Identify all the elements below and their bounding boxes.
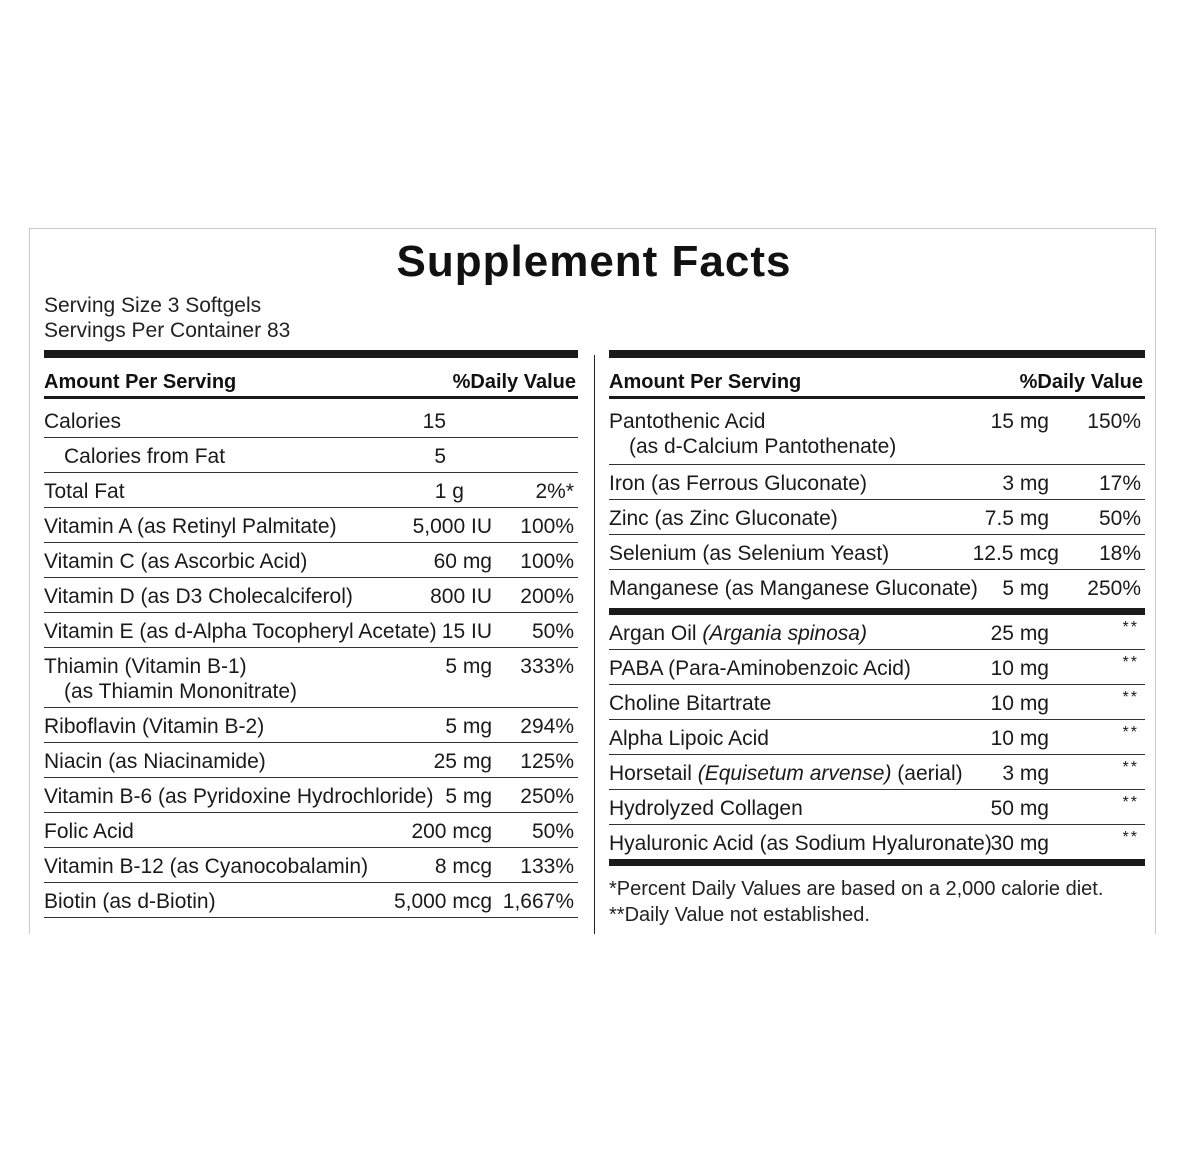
- section-divider-bar: [609, 608, 1145, 615]
- table-row: Vitamin A (as Retinyl Palmitate) 5,000 IU 100%: [44, 508, 578, 543]
- table-row: Argan Oil (Argania spinosa) 25 mg **: [609, 615, 1145, 650]
- left-column: [44, 350, 578, 918]
- table-row: Vitamin E (as d-Alpha Tocopheryl Acetate) 15 IU 50%: [44, 613, 578, 648]
- table-header: [609, 358, 1145, 399]
- amount-per-serving-label: Amount Per Serving: [609, 371, 802, 393]
- nutrient-list: [44, 403, 578, 918]
- table-row: Total Fat 1 g 2%*: [44, 472, 578, 508]
- table-row: Iron (as Ferrous Gluconate) 3 mg 17%: [609, 465, 1145, 500]
- section-end-bar: [609, 859, 1145, 866]
- top-bar: [609, 350, 1145, 358]
- table-row: Calories from Fat 5: [64, 445, 446, 468]
- table-row: PABA (Para-Aminobenzoic Acid) 10 mg **: [609, 650, 1145, 685]
- table-row: Zinc (as Zinc Gluconate) 7.5 mg 50%: [609, 500, 1145, 535]
- table-row: Vitamin D (as D3 Cholecalciferol) 800 IU 200%: [44, 578, 578, 613]
- table-row: Choline Bitartrate 10 mg **: [609, 685, 1145, 720]
- table-row: Thiamin (Vitamin B-1) (as Thiamin Mononitrate) 5 mg 333%: [44, 648, 578, 708]
- table-row: Alpha Lipoic Acid 10 mg **: [609, 720, 1145, 755]
- table-row: Selenium (as Selenium Yeast) 12.5 mcg 18%: [609, 535, 1145, 570]
- daily-value-label: %Daily Value: [1019, 371, 1143, 393]
- top-bar: [44, 350, 578, 358]
- column-divider: [594, 355, 595, 934]
- table-row: Folic Acid 200 mcg 50%: [44, 813, 578, 848]
- daily-value-label: %Daily Value: [452, 371, 576, 393]
- footnotes: [609, 876, 1145, 928]
- table-row: Hyaluronic Acid (as Sodium Hyaluronate) 30 mg **: [609, 829, 1139, 855]
- table-header: [44, 358, 578, 399]
- table-row: Pantothenic Acid (as d-Calcium Pantothenate) 15 mg 150%: [609, 403, 1145, 465]
- servings-per-container: Servings Per Container 83: [44, 319, 291, 342]
- table-row: Vitamin B-6 (as Pyridoxine Hydrochloride) 5 mg 250%: [44, 778, 578, 813]
- percent-daily-value-note: *Percent Daily Values are based on a 2,000 calorie diet.: [609, 878, 1104, 900]
- table-row: Niacin (as Niacinamide) 25 mg 125%: [44, 743, 578, 778]
- serving-size: Serving Size 3 Softgels: [44, 294, 262, 317]
- table-row: Biotin (as d-Biotin) 5,000 mcg 1,667%: [44, 883, 578, 918]
- mineral-list: [609, 403, 1145, 604]
- amount-per-serving-label: Amount Per Serving: [44, 371, 237, 393]
- table-row: Calories 15: [44, 403, 578, 438]
- panel-title: Supplement Facts: [396, 237, 792, 286]
- other-ingredients-list: [609, 615, 1145, 859]
- table-row: Manganese (as Manganese Gluconate) 5 mg 250%: [609, 577, 1141, 600]
- table-row: Vitamin C (as Ascorbic Acid) 60 mg 100%: [44, 543, 578, 578]
- table-row: Riboflavin (Vitamin B-2) 5 mg 294%: [44, 708, 578, 743]
- daily-value-not-established-note: **Daily Value not established.: [609, 904, 870, 926]
- right-column: [609, 350, 1145, 928]
- table-row: Hydrolyzed Collagen 50 mg **: [609, 790, 1145, 825]
- table-row: Vitamin B-12 (as Cyanocobalamin) 8 mcg 133%: [44, 848, 578, 883]
- table-row: Horsetail (Equisetum arvense) (aerial) 3 mg **: [609, 755, 1145, 790]
